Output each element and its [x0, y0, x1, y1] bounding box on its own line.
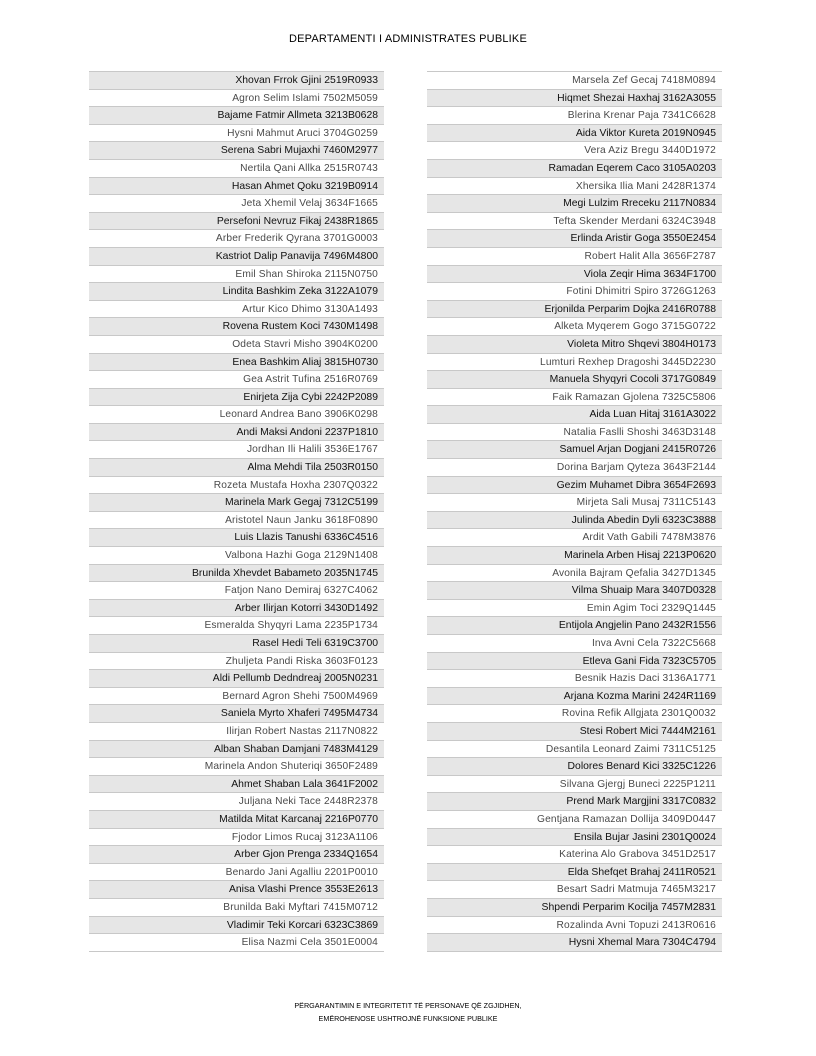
- list-item: Andi Maksi Andoni 2237P1810: [89, 423, 384, 441]
- list-item: Emil Shan Shiroka 2115N0750: [89, 265, 384, 283]
- right-name-column: [427, 71, 722, 952]
- list-item: Entijola Angjelin Pano 2432R1556: [427, 616, 722, 634]
- list-item: Silvana Gjergj Buneci 2225P1211: [427, 775, 722, 793]
- list-item: Kastriot Dalip Panavija 7496M4800: [89, 247, 384, 265]
- list-item: Persefoni Nevruz Fikaj 2438R1865: [89, 212, 384, 230]
- list-item: Xhersika Ilia Mani 2428R1374: [427, 177, 722, 195]
- list-item: Vera Aziz Bregu 3440D1972: [427, 141, 722, 159]
- list-item: Natalia Faslli Shoshi 3463D3148: [427, 423, 722, 441]
- list-item: Aida Luan Hitaj 3161A3022: [427, 405, 722, 423]
- column-divider: [427, 951, 722, 952]
- list-item: Elda Shefqet Brahaj 2411R0521: [427, 863, 722, 881]
- page-title: DEPARTAMENTI I ADMINISTRATES PUBLIKE: [288, 33, 528, 45]
- list-item: Robert Halit Alla 3656F2787: [427, 247, 722, 265]
- list-item: Hasan Ahmet Qoku 3219B0914: [89, 177, 384, 195]
- list-item: Enirjeta Zija Cybi 2242P2089: [89, 388, 384, 406]
- list-item: Fatjon Nano Demiraj 6327C4062: [89, 581, 384, 599]
- list-item: Rozeta Mustafa Hoxha 2307Q0322: [89, 476, 384, 494]
- list-item: Artur Kico Dhimo 3130A1493: [89, 300, 384, 318]
- list-item: Prend Mark Margjini 3317C0832: [427, 792, 722, 810]
- list-item: Aldi Pellumb Dedndreaj 2005N0231: [89, 669, 384, 687]
- list-item: Katerina Alo Grabova 3451D2517: [427, 845, 722, 863]
- list-item: Jordhan Ili Halili 3536E1767: [89, 440, 384, 458]
- list-item: Samuel Arjan Dogjani 2415R0726: [427, 440, 722, 458]
- list-item: Erjonilda Perparim Dojka 2416R0788: [427, 300, 722, 318]
- list-item: Saniela Myrto Xhaferi 7495M4734: [89, 704, 384, 722]
- list-item: Ramadan Eqerem Caco 3105A0203: [427, 159, 722, 177]
- list-item: Rovena Rustem Koci 7430M1498: [89, 317, 384, 335]
- list-item: Odeta Stavri Misho 3904K0200: [89, 335, 384, 353]
- list-item: Bajame Fatmir Allmeta 3213B0628: [89, 106, 384, 124]
- list-item: Arber Gjon Prenga 2334Q1654: [89, 845, 384, 863]
- list-item: Tefta Skender Merdani 6324C3948: [427, 212, 722, 230]
- list-item: Emin Agim Toci 2329Q1445: [427, 599, 722, 617]
- list-item: Avonila Bajram Qefalia 3427D1345: [427, 564, 722, 582]
- list-item: Enea Bashkim Aliaj 3815H0730: [89, 353, 384, 371]
- list-item: Ardit Vath Gabili 7478M3876: [427, 528, 722, 546]
- list-item: Arber Ilirjan Kotorri 3430D1492: [89, 599, 384, 617]
- list-item: Megi Lulzim Rreceku 2117N0834: [427, 194, 722, 212]
- list-item: Rasel Hedi Teli 6319C3700: [89, 634, 384, 652]
- list-item: Dolores Benard Kici 3325C1226: [427, 757, 722, 775]
- list-item: Alma Mehdi Tila 2503R0150: [89, 458, 384, 476]
- list-item: Fotini Dhimitri Spiro 3726G1263: [427, 282, 722, 300]
- list-item: Marsela Zef Gecaj 7418M0894: [427, 71, 722, 89]
- list-item: Viola Zeqir Hima 3634F1700: [427, 265, 722, 283]
- list-item: Marinela Mark Gegaj 7312C5199: [89, 493, 384, 511]
- list-item: Desantila Leonard Zaimi 7311C5125: [427, 740, 722, 758]
- list-item: Blerina Krenar Paja 7341C6628: [427, 106, 722, 124]
- list-item: Alban Shaban Damjani 7483M4129: [89, 740, 384, 758]
- list-item: Erlinda Aristir Goga 3550E2454: [427, 229, 722, 247]
- list-item: Marinela Arben Hisaj 2213P0620: [427, 546, 722, 564]
- list-item: Hysni Mahmut Aruci 3704G0259: [89, 124, 384, 142]
- list-item: Brunilda Xhevdet Babameto 2035N1745: [89, 564, 384, 582]
- list-item: Dorina Barjam Qyteza 3643F2144: [427, 458, 722, 476]
- list-item: Zhuljeta Pandi Riska 3603F0123: [89, 652, 384, 670]
- list-item: Benardo Jani Agalliu 2201P0010: [89, 863, 384, 881]
- list-item: Brunilda Baki Myftari 7415M0712: [89, 898, 384, 916]
- list-item: Faik Ramazan Gjolena 7325C5806: [427, 388, 722, 406]
- list-item: Stesi Robert Mici 7444M2161: [427, 722, 722, 740]
- list-item: Mirjeta Sali Musaj 7311C5143: [427, 493, 722, 511]
- list-item: Valbona Hazhi Goga 2129N1408: [89, 546, 384, 564]
- list-item: Hysni Xhemal Mara 7304C4794: [427, 933, 722, 951]
- list-item: Anisa Vlashi Prence 3553E2613: [89, 880, 384, 898]
- list-item: Ensila Bujar Jasini 2301Q0024: [427, 828, 722, 846]
- list-item: Alketa Myqerem Gogo 3715G0722: [427, 317, 722, 335]
- list-item: Juljana Neki Tace 2448R2378: [89, 792, 384, 810]
- list-item: Ilirjan Robert Nastas 2117N0822: [89, 722, 384, 740]
- list-item: Lumturi Rexhep Dragoshi 3445D2230: [427, 353, 722, 371]
- list-item: Fjodor Limos Rucaj 3123A1106: [89, 828, 384, 846]
- list-item: Xhovan Frrok Gjini 2519R0933: [89, 71, 384, 89]
- footer-line-2: EMËROHENOSE USHTROJNË FUNKSIONE PUBLIKE: [318, 1014, 498, 1023]
- list-item: Lindita Bashkim Zeka 3122A1079: [89, 282, 384, 300]
- list-item: Esmeralda Shyqyri Lama 2235P1734: [89, 616, 384, 634]
- list-item: Shpendi Perparim Kocilja 7457M2831: [427, 898, 722, 916]
- footer-line-1: PËRGARANTIMIN E INTEGRITETIT TË PERSONAVE QË ZGJIDHEN,: [294, 1001, 522, 1010]
- list-item: Hiqmet Shezai Haxhaj 3162A3055: [427, 89, 722, 107]
- list-item: Aristotel Naun Janku 3618F0890: [89, 511, 384, 529]
- list-item: Julinda Abedin Dyli 6323C3888: [427, 511, 722, 529]
- list-item: Aida Viktor Kureta 2019N0945: [427, 124, 722, 142]
- list-item: Serena Sabri Mujaxhi 7460M2977: [89, 141, 384, 159]
- list-item: Violeta Mitro Shqevi 3804H0173: [427, 335, 722, 353]
- list-item: Marinela Andon Shuteriqi 3650F2489: [89, 757, 384, 775]
- list-item: Gea Astrit Tufina 2516R0769: [89, 370, 384, 388]
- list-item: Gentjana Ramazan Dollija 3409D0447: [427, 810, 722, 828]
- list-item: Rozalinda Avni Topuzi 2413R0616: [427, 916, 722, 934]
- list-item: Vilma Shuaip Mara 3407D0328: [427, 581, 722, 599]
- left-name-column: [89, 71, 384, 952]
- list-item: Elisa Nazmi Cela 3501E0004: [89, 933, 384, 951]
- list-item: Vladimir Teki Korcari 6323C3869: [89, 916, 384, 934]
- list-item: Besart Sadri Matmuja 7465M3217: [427, 880, 722, 898]
- list-item: Inva Avni Cela 7322C5668: [427, 634, 722, 652]
- column-divider: [89, 951, 384, 952]
- list-item: Gezim Muhamet Dibra 3654F2693: [427, 476, 722, 494]
- list-item: Ahmet Shaban Lala 3641F2002: [89, 775, 384, 793]
- footer: [0, 999, 816, 1025]
- list-item: Jeta Xhemil Velaj 3634F1665: [89, 194, 384, 212]
- list-item: Etleva Gani Fida 7323C5705: [427, 652, 722, 670]
- list-item: Nertila Qani Allka 2515R0743: [89, 159, 384, 177]
- list-item: Leonard Andrea Bano 3906K0298: [89, 405, 384, 423]
- list-item: Manuela Shyqyri Cocoli 3717G0849: [427, 370, 722, 388]
- list-item: Luis Llazis Tanushi 6336C4516: [89, 528, 384, 546]
- list-item: Arber Frederik Qyrana 3701G0003: [89, 229, 384, 247]
- list-item: Matilda Mitat Karcanaj 2216P0770: [89, 810, 384, 828]
- list-item: Bernard Agron Shehi 7500M4969: [89, 687, 384, 705]
- list-item: Arjana Kozma Marini 2424R1169: [427, 687, 722, 705]
- list-item: Rovina Refik Allgjata 2301Q0032: [427, 704, 722, 722]
- list-item: Besnik Hazis Daci 3136A1771: [427, 669, 722, 687]
- list-item: Agron Selim Islami 7502M5059: [89, 89, 384, 107]
